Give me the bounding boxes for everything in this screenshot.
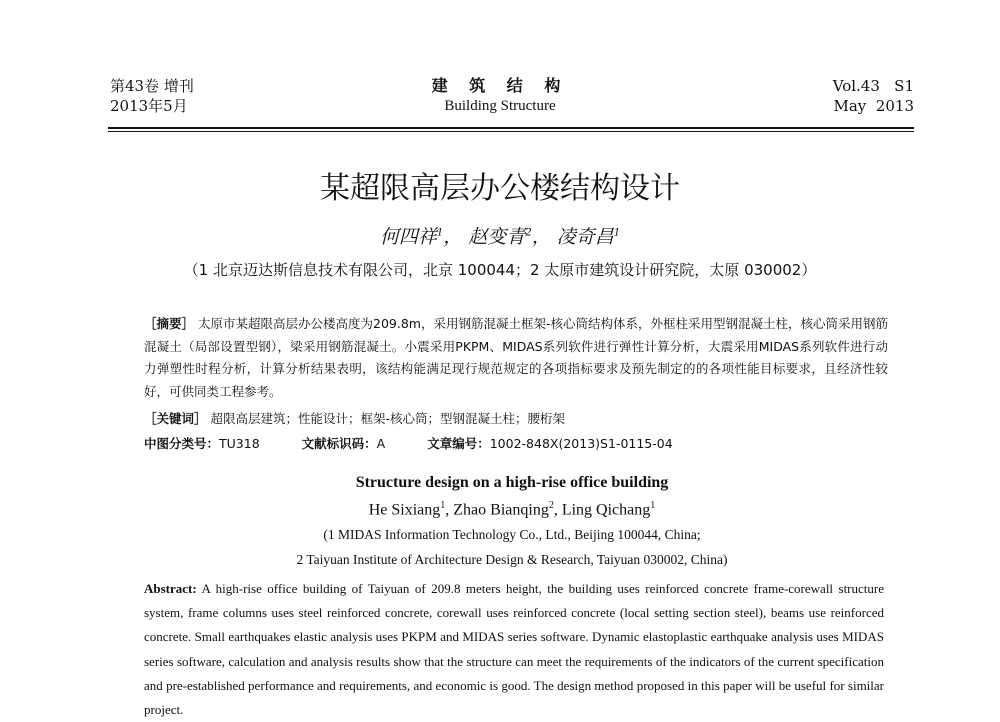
abstract-en <box>144 577 884 722</box>
author-separator: ， <box>443 226 463 248</box>
journal-name-cn: 建 筑 结 构 <box>431 76 569 95</box>
author-affil-mark: 1 <box>436 227 444 239</box>
english-author-list: He Sixiang$^1$, Zhao Bianqing$^2$, Ling Qichang$^1$ <box>368 500 656 519</box>
doc-code-label: 文献标识码： <box>301 436 377 451</box>
publication-date: 2013年5月 <box>110 97 188 115</box>
paper-title: 某超限高层办公楼结构设计 <box>320 171 680 206</box>
english-author-name: He Sixiang <box>368 501 441 519</box>
english-author-affil-mark: 2 <box>548 500 554 511</box>
affiliation: （1 北京迈达斯信息技术有限公司，北京 100044；2 太原市建筑设计研究院，太原 030002） <box>183 261 817 279</box>
english-author-affil-mark: 1 <box>650 500 656 511</box>
article-number-label: 文章编号： <box>427 436 490 451</box>
classification-info <box>144 434 673 452</box>
clc-label: 中图分类号： <box>144 436 220 451</box>
abstract-cn-label: ［摘要］ <box>144 316 195 331</box>
english-affiliation-1: (1 MIDAS Information Technology Co., Ltd., Beijing 100044, China; <box>323 527 701 542</box>
abstract-cn <box>144 313 888 403</box>
volume-en: Vol.43 S1 <box>832 77 914 95</box>
volume-issue: 第43卷 增刊 <box>110 77 194 95</box>
abstract-en-label: Abstract: <box>144 581 197 596</box>
english-author-affil-mark: 1 <box>440 500 446 511</box>
article-number-value: 1002-848X(2013)S1-0115-04 <box>489 436 673 451</box>
author-affil-mark: 2 <box>525 227 532 239</box>
doc-code-value: A <box>376 436 386 451</box>
abstract-cn-text: 太原市某超限高层办公楼高度为209.8m，采用钢筋混凝土框架-核心筒结构体系，外框柱采用型钢混凝土柱，核心筒采用钢筋混凝土（局部设置型钢），梁采用钢筋混凝土。小震采用PKPM、MIDAS系列软件进行弹性计算分析，大震采用MIDAS系列软件进行动力弹塑性时程分析，计算分析结果表明，该结构能满足现行规范规定的各项指标要求及预先制定的的各项性能目标要求，且经济性较好，可供同类工程参考。 <box>144 316 888 399</box>
journal-volume-en <box>833 76 914 116</box>
author-affil-mark: 1 <box>613 227 621 239</box>
english-author-name: Zhao Bianqing <box>453 501 549 519</box>
english-author-name: Ling Qichang <box>561 501 651 519</box>
english-title: Structure design on a high-rise office building <box>355 474 669 491</box>
date-en: May 2013 <box>833 97 914 115</box>
keywords-text: 超限高层建筑；性能设计；框架-核心筒；型钢混凝土柱；腰桁架 <box>210 411 566 426</box>
clc-value: TU318 <box>219 436 260 451</box>
author-name: 何四祥 <box>379 226 437 248</box>
header-rule-thin <box>108 131 914 132</box>
keywords-cn <box>144 409 565 427</box>
author-name: 赵变青 <box>468 226 526 248</box>
english-affiliation-2: 2 Taiyuan Institute of Architecture Design & Research, Taiyuan 030002, China) <box>296 552 728 567</box>
author-separator: ， <box>531 226 551 248</box>
author-name: 凌奇昌 <box>556 226 614 248</box>
abstract-en-text: A high-rise office building of Taiyuan of 209.8 meters height, the building uses reinforced concrete frame-corewall structure system, frame columns uses steel reinforced concrete, corewall uses reinforced concrete (local setting section steel), beams use reinforced concrete. Small earthquakes elastic analysis uses PKPM and MIDAS series software. Dynamic elastoplastic earthquake analysis uses MIDAS series software, calculation and analysis results show that the structure can meet the requirements of the indicators of the current specification and pre-established performance and requirements, and economic is good. The design method proposed in this paper will be useful for similar project. <box>144 581 884 718</box>
header-rule-thick <box>108 127 914 129</box>
keywords-label: ［关键词］ <box>144 411 207 426</box>
journal-name-en: Building Structure <box>444 98 556 114</box>
author-list <box>0 222 1000 249</box>
